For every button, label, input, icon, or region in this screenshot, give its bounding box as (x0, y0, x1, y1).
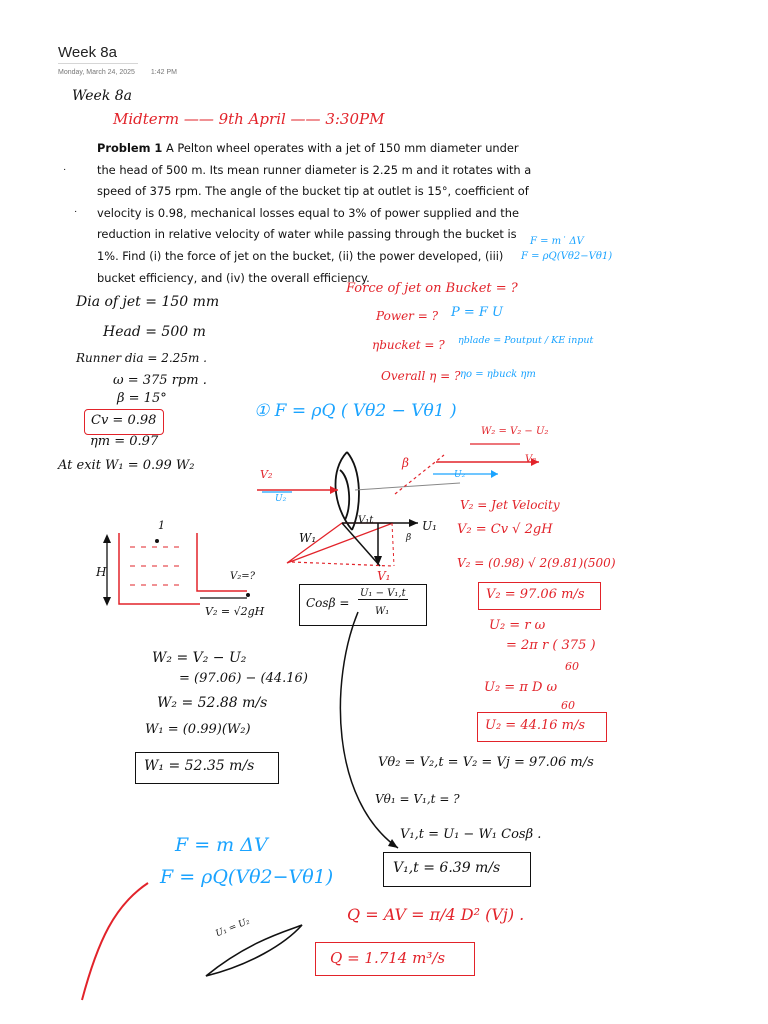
rc-l7b: 60 (561, 699, 575, 712)
cos-num: U₁ − V₁,t (360, 588, 406, 599)
rc-l6: = 2π r ( 375 ) (506, 638, 596, 653)
diag-v2-label: V₂ (260, 468, 273, 481)
midterm-note: Midterm —— 9th April —— 3:30PM (113, 110, 385, 128)
diag-w2-label: W₂ = V₂ − U₂ (481, 426, 549, 437)
mc-l3: V₁,t = U₁ − W₁ Cosβ . (400, 827, 542, 842)
problem-text: A Pelton wheel operates with a jet of 150 mm diameter under the head of 500 m. Its mean runner diameter is 2.25 m and it rotates with a speed of 375 rpm. The angle of the bucket tip at outlet is 15°, coefficient of velocity is 0.98, mechanical losses equal to 3% of power supplied and the reduction in relative velocity of water while passing through the bucket is 1%. Find (i) the force of jet on the bucket, (ii) the power developed, (iii) bucket efficiency, and (iv) the overall efficiency. (97, 141, 532, 285)
mc-l2: Vθ₁ = V₁,t = ? (375, 792, 460, 806)
cos-lhs: Cosβ = (306, 596, 350, 610)
given-dia: Dia of jet = 150 mm (76, 294, 220, 310)
lc-l5: W₁ = 52.35 m/s (144, 758, 255, 774)
given-cv: Cv = 0.98 (91, 413, 157, 428)
q-line2: Q = 1.714 m³/s (330, 949, 446, 967)
rc-l3: V₂ = (0.98) √ 2(9.81)(500) (457, 556, 616, 570)
power-formula: P = F U (451, 305, 504, 320)
rc-l4: V₂ = 97.06 m/s (486, 587, 585, 602)
given-beta: β = 15° (117, 391, 167, 406)
tank-point-1: 1 (158, 519, 165, 532)
bottom-b2: F = ρQ(Vθ2−Vθ1) (160, 866, 334, 888)
page-date: Monday, March 24, 2025 (58, 69, 135, 76)
page-title[interactable]: Week 8a (58, 44, 117, 61)
given-head: Head = 500 m (103, 324, 206, 340)
overall-eff-formula: ηo = ηbuck ηm (460, 369, 536, 380)
tank-v-formula: V₂ = √2gH (205, 605, 265, 618)
rc-l2: V₂ = Cv √ 2gH (457, 522, 553, 537)
rc-l5: U₂ = r ω (489, 618, 546, 633)
given-runner: Runner dia = 2.25m . (76, 351, 207, 365)
diag-w1-label: W₁ (299, 531, 317, 545)
given-omega: ω = 375 rpm . (113, 373, 207, 388)
given-eta-m: ηm = 0.97 (90, 434, 159, 449)
lc-l2: = (97.06) − (44.16) (179, 671, 308, 686)
diag-v1t-label: V₁t (358, 515, 374, 526)
blue-f2: F = ρQ(Vθ2−Vθ1) (521, 251, 613, 262)
equation-1: ① F = ρQ ( Vθ2 − Vθ1 ) (254, 401, 457, 421)
cos-den: W₁ (375, 606, 390, 617)
bullet-mark: · (63, 164, 67, 175)
rc-l1: V₂ = Jet Velocity (460, 498, 560, 512)
rc-l8: U₂ = 44.16 m/s (485, 718, 586, 733)
bottom-b1: F = m ΔV (175, 834, 268, 856)
q-line1: Q = AV = π/4 D² (Vj) . (347, 905, 525, 924)
q-overall: Overall η = ? (381, 369, 461, 383)
diag-v2r-label: V₂ (525, 454, 537, 465)
problem-label: Problem 1 (97, 141, 163, 155)
diag-v1-label: V₁ (377, 569, 391, 583)
lc-l4: W₁ = (0.99)(W₂) (145, 722, 251, 737)
rc-l7: U₂ = π D ω (484, 680, 558, 695)
given-exit: At exit W₁ = 0.99 W₂ (58, 458, 195, 473)
q-force: Force of jet on Bucket = ? (346, 281, 518, 296)
rc-l6b: 60 (565, 660, 579, 673)
blade-eff-formula: ηblade = Poutput / KE input (458, 335, 594, 346)
diag-u2b-label: U₂ (454, 470, 466, 480)
page-time: 1:42 PM (150, 69, 177, 76)
blue-f1: F = m˙ ΔV (530, 236, 584, 247)
bullet-mark: · (74, 206, 78, 217)
mc-l1: Vθ₂ = V₂,t = V₂ = Vj = 97.06 m/s (378, 755, 594, 770)
diag-beta2-label: β (406, 533, 412, 543)
q-power: Power = ? (376, 309, 439, 323)
q-bucket-eff: ηbucket = ? (372, 338, 445, 352)
diag-u1-label: U₁ (422, 519, 437, 533)
bucket-u-label: U₁ = U₂ (214, 916, 252, 940)
diag-beta-label: β (402, 456, 409, 470)
lc-l3: W₂ = 52.88 m/s (157, 695, 268, 711)
tank-v-label: V₂=? (230, 571, 255, 582)
tank-h-label: H (96, 565, 107, 579)
lc-l1: W₂ = V₂ − U₂ (152, 650, 247, 666)
diag-u2-label: U₂ (275, 494, 287, 504)
mc-l4: V₁,t = 6.39 m/s (393, 860, 501, 876)
note-heading: Week 8a (72, 88, 133, 104)
